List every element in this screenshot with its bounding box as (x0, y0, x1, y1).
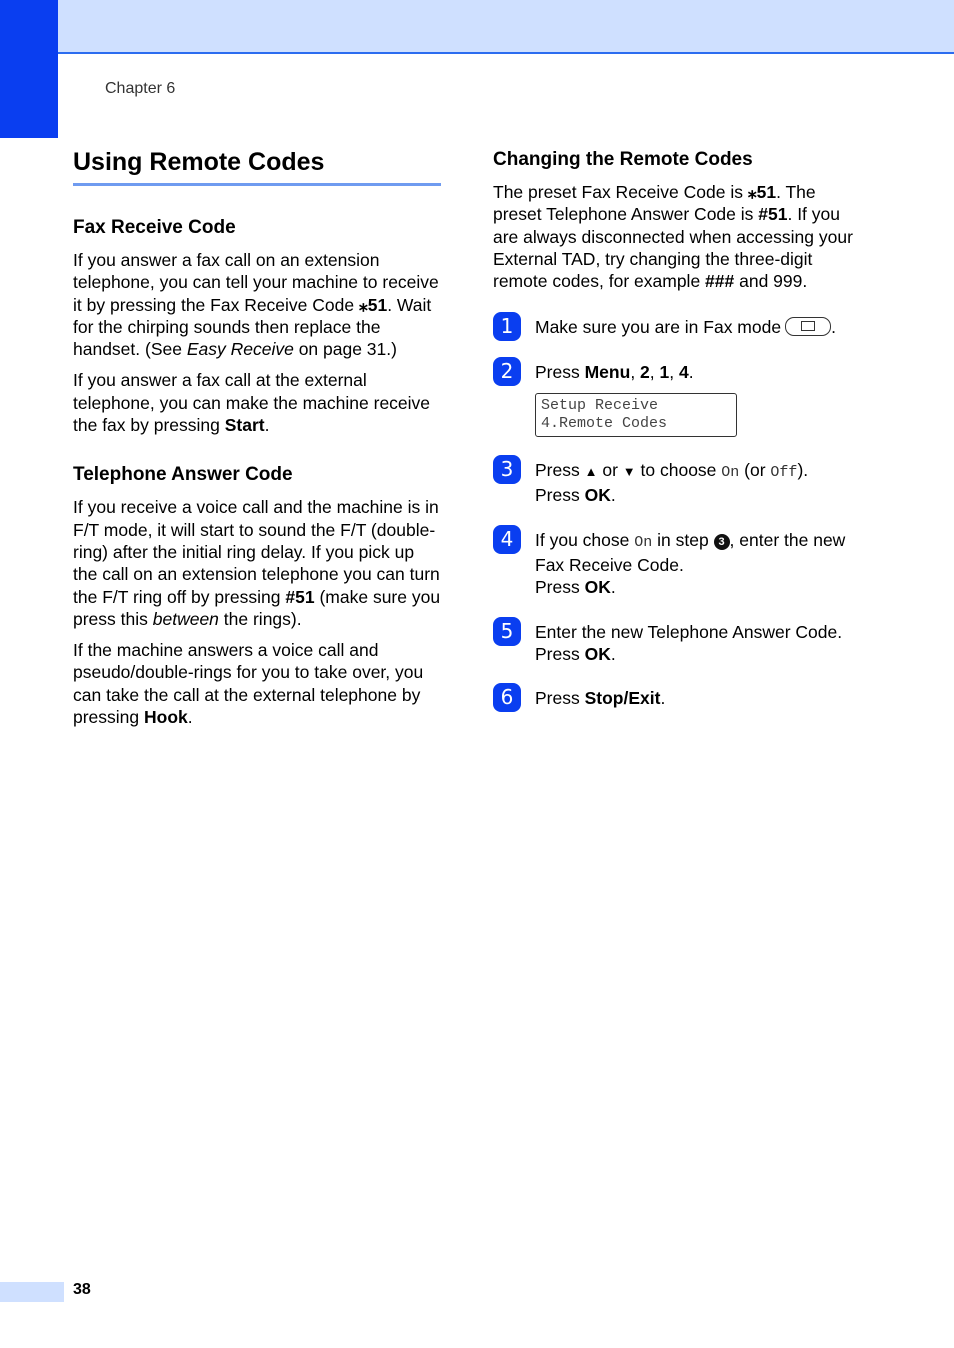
step-4 (493, 526, 863, 599)
text: Press (535, 485, 585, 506)
option-on: On (721, 464, 740, 482)
menu-key: Menu (584, 361, 631, 382)
page-number: 38 (73, 1281, 91, 1298)
text: ). (797, 460, 809, 481)
stop-exit-key: Stop/Exit (584, 688, 661, 709)
ok-key: OK (584, 485, 611, 506)
text: Enter the new Telephone Answer Code. (535, 621, 843, 642)
hook-key: Hook (144, 707, 188, 728)
text: . (610, 643, 616, 664)
fax-code: ⁎51 (747, 182, 777, 202)
text: . (610, 577, 616, 598)
step-5 (493, 618, 863, 666)
text: Make sure you are in Fax mode (535, 317, 782, 338)
text: . (688, 361, 694, 382)
text: on page 31.) (293, 339, 397, 360)
text: , (649, 361, 660, 382)
step-6 (493, 687, 863, 709)
text: If you chose (535, 529, 635, 550)
tel-code: #51 (758, 204, 788, 225)
step-1 (493, 316, 863, 338)
up-arrow-icon: ▲ (584, 464, 598, 480)
text: Press (535, 688, 585, 709)
fax-code: ⁎51 (358, 294, 388, 315)
text: Press (535, 460, 585, 481)
lcd-line-2: 4.Remote Codes (541, 415, 668, 433)
header-band (0, 0, 954, 54)
text: If you receive a voice call and the machine is in F/T mode, it will start to sound the F/T (double-ring) after the initial ring delay. If you pick up the call on an extension telephone you can turn the F/T ring off by pressing (73, 497, 440, 607)
text: Press (535, 577, 585, 598)
text: If you answer a fax call on an extension telephone, you can tell your machine to receive it by pressing the Fax Receive Code (73, 250, 439, 315)
step-2 (493, 358, 863, 437)
cross-reference: Easy Receive (186, 339, 294, 360)
start-key: Start (224, 415, 265, 436)
step-reference-icon: 3 (714, 534, 730, 550)
key-1: 1 (659, 361, 670, 382)
text: Press (535, 643, 585, 664)
text: (make sure you press this (73, 586, 441, 629)
text: The preset Fax Receive Code is (493, 182, 748, 202)
text: and 999. (734, 271, 808, 292)
telephone-answer-paragraph-2 (73, 639, 441, 728)
text: If you answer a fax call at the external telephone, you can make the machine receive the fax by pressing (73, 370, 431, 436)
step-number: 5 (493, 617, 521, 646)
fax-receive-heading: Fax Receive Code (73, 217, 236, 238)
telephone-answer-paragraph-1 (73, 496, 441, 630)
changing-codes-heading: Changing the Remote Codes (493, 149, 753, 170)
page-title: Using Remote Codes (73, 146, 441, 186)
text: or (597, 460, 623, 481)
lcd-line-1: Setup Receive (541, 397, 659, 415)
emphasis: between (152, 608, 219, 629)
text: , (630, 361, 641, 382)
step-number: 6 (493, 683, 521, 712)
text: to choose (635, 460, 722, 481)
left-column (73, 146, 441, 728)
text: . (831, 317, 836, 338)
fax-receive-paragraph-2 (73, 369, 441, 436)
ok-key: OK (584, 643, 611, 664)
text: . (264, 415, 270, 436)
text: . Wait for the chirping sounds then replace the handset. (See (73, 294, 432, 360)
text: , enter the new Fax Receive Code. (535, 529, 846, 575)
text: , (669, 361, 679, 382)
text: Press (535, 361, 585, 382)
option-on: On (634, 533, 653, 551)
key-4: 4 (678, 361, 689, 382)
lcd-display (535, 393, 737, 437)
right-column (493, 148, 863, 731)
step-number: 1 (493, 312, 521, 341)
text: (or (739, 460, 771, 481)
step-number: 3 (493, 455, 521, 484)
text: . (187, 707, 193, 728)
text: in step (652, 529, 714, 550)
text: . If you are always disconnected when accessing your External TAD, try changing the three-digit remote codes, for example (493, 204, 853, 292)
step-list (493, 316, 863, 709)
changing-codes-intro (493, 181, 863, 292)
chapter-label: Chapter 6 (105, 80, 176, 97)
step-number: 2 (493, 357, 521, 386)
example-code: ### (705, 271, 735, 292)
step-number: 4 (493, 525, 521, 554)
text: If the machine answers a voice call and pseudo/double-rings for you to take over, you can take the call at the external telephone by pressing (73, 640, 424, 728)
text: the rings). (218, 608, 302, 629)
fax-receive-paragraph-1 (73, 249, 441, 360)
telephone-answer-heading: Telephone Answer Code (73, 464, 293, 486)
fax-mode-button-icon (785, 317, 831, 336)
step-3 (493, 459, 863, 507)
tel-code: #51 (285, 586, 315, 607)
chapter-tab (0, 0, 58, 138)
option-off: Off (770, 464, 798, 482)
ok-key: OK (584, 577, 611, 598)
key-2: 2 (640, 361, 650, 382)
footer-band (0, 1282, 64, 1302)
text: . (660, 688, 666, 709)
text: . (610, 485, 616, 506)
text: . The preset Telephone Answer Code is (493, 182, 816, 225)
down-arrow-icon: ▼ (622, 464, 636, 480)
